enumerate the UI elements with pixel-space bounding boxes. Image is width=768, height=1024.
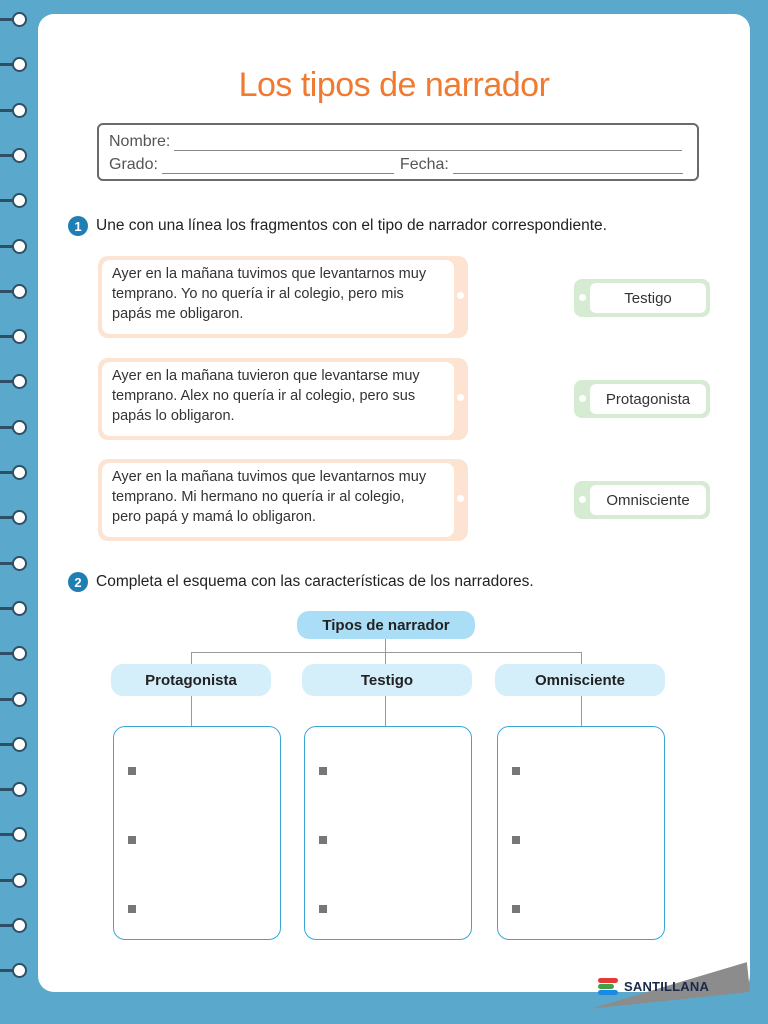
binder-ring	[12, 692, 27, 707]
binder-ring	[12, 193, 27, 208]
branch-bar	[191, 652, 581, 653]
branch-connector-right	[581, 652, 582, 664]
question-1-number: 1	[68, 216, 88, 236]
answer-box-omnisciente[interactable]	[497, 726, 665, 940]
date-label: Fecha:	[399, 156, 449, 173]
name-row	[109, 133, 682, 151]
binder-ring	[12, 329, 27, 344]
fragment-3-connector-dot[interactable]	[457, 495, 464, 502]
bullet	[319, 905, 327, 913]
binder-ring	[12, 782, 27, 797]
binder-ring	[12, 465, 27, 480]
box-connector-right	[581, 696, 582, 726]
grade-label: Grado:	[109, 156, 158, 173]
binder-ring	[12, 239, 27, 254]
fragment-2-line-2: temprano. Alex no quería ir al colegio, pero sus	[112, 388, 416, 404]
option-1-connector-dot[interactable]	[579, 294, 586, 301]
option-tag-label: Protagonista	[590, 384, 706, 414]
binder-ring	[12, 556, 27, 571]
fragment-3-line-1: Ayer en la mañana tuvimos que levantarnos muy	[112, 469, 427, 485]
fragment-1-line-2: temprano. Yo no quería ir al colegio, pero mis	[112, 286, 404, 302]
fragment-1-connector-dot[interactable]	[457, 292, 464, 299]
fragment-text-2	[102, 362, 454, 436]
fragment-1-line-1: Ayer en la mañana tuvimos que levantarnos muy	[112, 266, 427, 282]
santillana-logo-icon	[598, 976, 620, 996]
fragment-card-3[interactable]	[98, 459, 468, 541]
option-tag-protagonista[interactable]	[574, 380, 710, 418]
publisher-logo	[598, 976, 709, 996]
bullet	[512, 767, 520, 775]
binder-ring	[12, 103, 27, 118]
bullet	[128, 836, 136, 844]
fragment-text-1	[102, 260, 454, 334]
binder-ring	[12, 420, 27, 435]
binder-ring	[12, 601, 27, 616]
date-field[interactable]	[453, 159, 683, 174]
fragment-2-connector-dot[interactable]	[457, 394, 464, 401]
page-title: Los tipos de narrador	[238, 66, 550, 104]
grade-field[interactable]	[162, 159, 394, 174]
fragment-3-line-3: pero papá y mamá lo obligaron.	[112, 509, 316, 525]
fragment-card-1[interactable]	[98, 256, 468, 338]
binder-ring	[12, 918, 27, 933]
diagram-branch-testigo: Testigo	[302, 664, 472, 696]
answer-box-testigo[interactable]	[304, 726, 472, 940]
fragment-card-2[interactable]	[98, 358, 468, 440]
publisher-name: SANTILLANA	[624, 978, 710, 994]
question-2-heading	[68, 572, 534, 592]
diagram-branch-protagonista: Protagonista	[111, 664, 271, 696]
option-3-connector-dot[interactable]	[579, 496, 586, 503]
binder-rings	[0, 0, 40, 1024]
binder-ring	[12, 827, 27, 842]
binder-ring	[12, 148, 27, 163]
bullet	[319, 767, 327, 775]
grade-date-row	[109, 156, 683, 174]
binder-ring	[12, 646, 27, 661]
binder-ring	[12, 873, 27, 888]
option-tag-testigo[interactable]	[574, 279, 710, 317]
binder-ring	[12, 963, 27, 978]
question-2-instruction: Completa el esquema con las características de los narradores.	[96, 573, 534, 590]
name-field[interactable]	[174, 136, 682, 151]
box-connector-left	[191, 696, 192, 726]
diagram-root: Tipos de narrador	[297, 611, 475, 639]
question-2-number: 2	[68, 572, 88, 592]
fragment-2-line-1: Ayer en la mañana tuvieron que levantarse muy	[112, 368, 420, 384]
branch-connector-middle	[385, 652, 386, 664]
student-info-box	[97, 123, 699, 181]
answer-box-protagonista[interactable]	[113, 726, 281, 940]
binder-ring	[12, 510, 27, 525]
root-connector	[385, 638, 386, 652]
bullet	[319, 836, 327, 844]
branch-connector-left	[191, 652, 192, 664]
bullet	[512, 905, 520, 913]
option-tag-label: Testigo	[590, 283, 706, 313]
binder-ring	[12, 284, 27, 299]
bullet	[512, 836, 520, 844]
binder-ring	[12, 737, 27, 752]
binder-ring	[12, 12, 27, 27]
option-tag-omnisciente[interactable]	[574, 481, 710, 519]
binder-ring	[12, 57, 27, 72]
fragment-2-line-3: papás lo obligaron.	[112, 408, 235, 424]
worksheet-page	[38, 14, 750, 992]
name-label: Nombre:	[109, 133, 171, 150]
fragment-text-3	[102, 463, 454, 537]
question-1-instruction: Une con una línea los fragmentos con el tipo de narrador correspondiente.	[96, 217, 607, 234]
option-tag-label: Omnisciente	[590, 485, 706, 515]
question-1-heading	[68, 216, 607, 236]
bullet	[128, 905, 136, 913]
binder-ring	[12, 374, 27, 389]
diagram-branch-omnisciente: Omnisciente	[495, 664, 665, 696]
fragment-1-line-3: papás me obligaron.	[112, 306, 244, 322]
box-connector-middle	[385, 696, 386, 726]
fragment-3-line-2: temprano. Mi hermano no quería ir al colegio,	[112, 489, 405, 505]
bullet	[128, 767, 136, 775]
option-2-connector-dot[interactable]	[579, 395, 586, 402]
